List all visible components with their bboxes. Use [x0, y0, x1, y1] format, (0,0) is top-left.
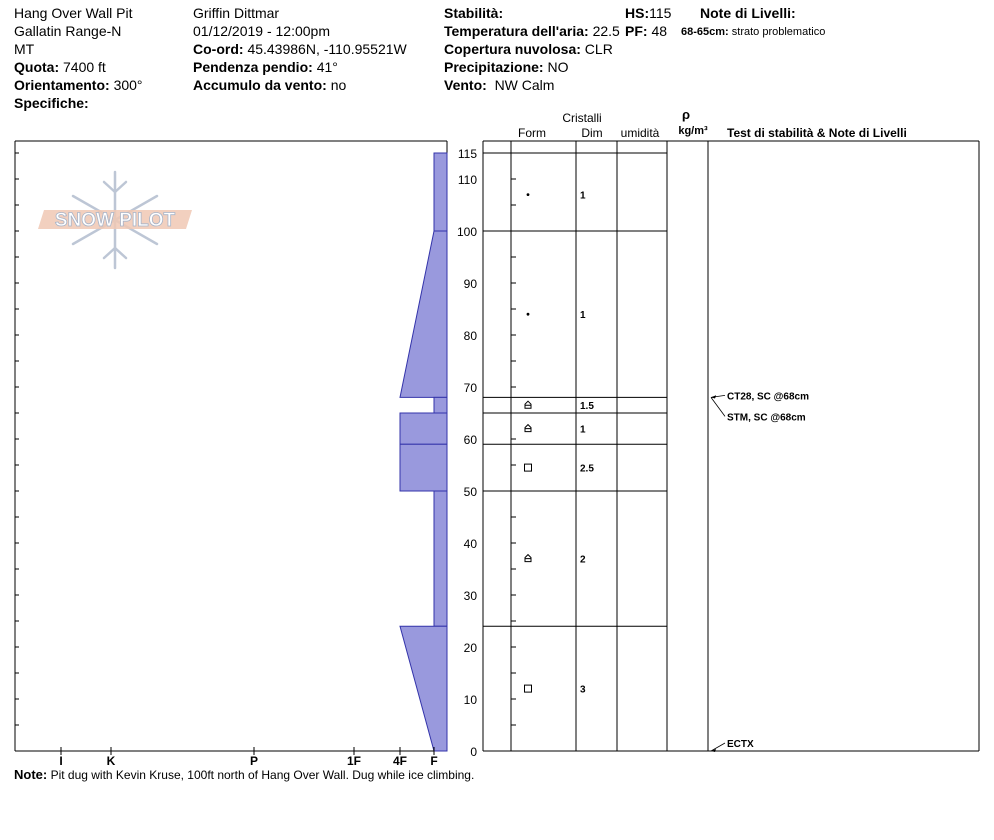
coord-label: Co-ord: [193, 41, 244, 57]
range-name: Gallatin Range-N [14, 23, 122, 39]
grain-size-label: 1 [580, 190, 586, 202]
precip-label: Precipitazione: [444, 59, 544, 75]
height-axis-label: 50 [463, 485, 477, 499]
air-temp-value: 22.5 [592, 23, 620, 39]
site-name: Hang Over Wall Pit [14, 5, 133, 21]
specifics-label: Specifiche: [14, 95, 89, 111]
layer-notes-title: Note di Livelli: [700, 5, 796, 21]
note-row [14, 767, 474, 782]
height-axis-label: 0 [470, 745, 477, 759]
stability-test-label: CT28, SC @68cm [727, 391, 810, 403]
grain-size-label: 3 [580, 684, 586, 696]
hardness-panel [15, 141, 447, 768]
stability-label: Stabilità: [444, 5, 504, 21]
elevation-label: Quota: [14, 59, 60, 75]
hardness-layer-shape [400, 444, 447, 491]
hardness-layer-shape [400, 231, 447, 397]
hardness-layer-shape [434, 491, 447, 626]
aspect-label: Orientamento: [14, 77, 110, 93]
observer-name: Griffin Dittmar [193, 5, 280, 21]
height-axis-label: 100 [456, 225, 477, 239]
hardness-axis-label: P [249, 754, 259, 768]
height-axis-label: 40 [463, 537, 477, 551]
faceted-grain-icon [525, 464, 532, 471]
hardness-layer-shape [400, 626, 447, 751]
aspect-value: 300° [113, 77, 143, 93]
sky-label: Copertura nuvolosa: [444, 41, 581, 57]
stability-test-label: ECTX [727, 739, 754, 750]
hardness-axis-label: I [59, 754, 63, 768]
grain-dot-icon [527, 193, 530, 196]
height-axis-label: 70 [463, 381, 477, 395]
wind-loading-value: no [330, 77, 347, 93]
observation-datetime: 01/12/2019 - 12:00pm [193, 23, 330, 39]
layer-notes-text: strato problematico [731, 26, 826, 38]
grain-size-label: 1 [580, 424, 586, 436]
height-axis-label: 115 [457, 147, 477, 161]
hardness-layer-shape [434, 153, 447, 231]
hardness-axis-label: F [430, 754, 438, 768]
form-header: Form [518, 126, 546, 140]
height-axis-label: 90 [463, 277, 477, 291]
test-pointer-line [711, 743, 725, 751]
hardness-axis-label: 1F [346, 754, 362, 768]
height-axis-label: 10 [463, 693, 477, 707]
wind-loading-label: Accumulo da vento: [193, 77, 327, 93]
wind-label: Vento: [444, 77, 487, 93]
slope-label: Pendenza pendio: [193, 59, 313, 75]
note-label: Note: [14, 767, 48, 782]
snow-pilot-watermark [38, 172, 192, 268]
grain-size-label: 2.5 [580, 463, 594, 475]
height-axis-label: 30 [463, 589, 477, 603]
hs-label: HS: [625, 5, 650, 21]
layer-notes-range: 68-65cm: [681, 26, 729, 38]
depth-hoar-icon [525, 555, 531, 562]
depth-hoar-icon [525, 425, 531, 432]
height-axis-label: 80 [463, 329, 477, 343]
crystal-panel [457, 107, 979, 759]
pf-label: PF: [625, 23, 648, 39]
moisture-header: umidità [620, 126, 660, 140]
hardness-layer-shape [400, 413, 447, 444]
precip-value: NO [547, 59, 569, 75]
slope-value: 41° [316, 59, 338, 75]
hardness-axis-label: 4F [392, 754, 408, 768]
hardness-axis-label: K [106, 754, 116, 768]
density-symbol-header: ρ [681, 107, 691, 122]
state-name: MT [14, 41, 35, 57]
coord-value: 45.43986N, -110.95521W [247, 41, 407, 57]
pf-value: 48 [651, 23, 668, 39]
watermark-text: SNOW PILOT [54, 210, 176, 231]
wind-value: NW Calm [494, 77, 555, 93]
tests-header: Test di stabilità & Note di Livelli [727, 126, 907, 140]
crystals-header: Cristalli [562, 111, 602, 125]
elevation-value: 7400 ft [63, 59, 106, 75]
density-unit-header: kg/m³ [678, 125, 708, 137]
hs-value: 115 [649, 5, 672, 21]
note-text: Pit dug with Kevin Kruse, 100ft north of Hang Over Wall. Dug while ice climbing. [50, 768, 475, 782]
height-axis-label: 60 [463, 433, 477, 447]
sky-value: CLR [584, 41, 613, 57]
test-pointer-line [711, 397, 725, 416]
stability-test-label: STM, SC @68cm [727, 412, 806, 424]
grain-size-label: 2 [580, 554, 586, 566]
height-axis-label: 110 [457, 173, 477, 187]
grain-size-label: 1 [580, 310, 586, 322]
size-header: Dim [581, 126, 603, 140]
height-axis-label: 20 [463, 641, 477, 655]
air-temp-label: Temperatura dell'aria: [444, 23, 589, 39]
grain-dot-icon [527, 313, 530, 316]
depth-hoar-icon [525, 401, 531, 408]
grain-size-label: 1.5 [580, 401, 594, 413]
hardness-layer-shape [434, 397, 447, 413]
faceted-grain-icon [525, 685, 532, 692]
